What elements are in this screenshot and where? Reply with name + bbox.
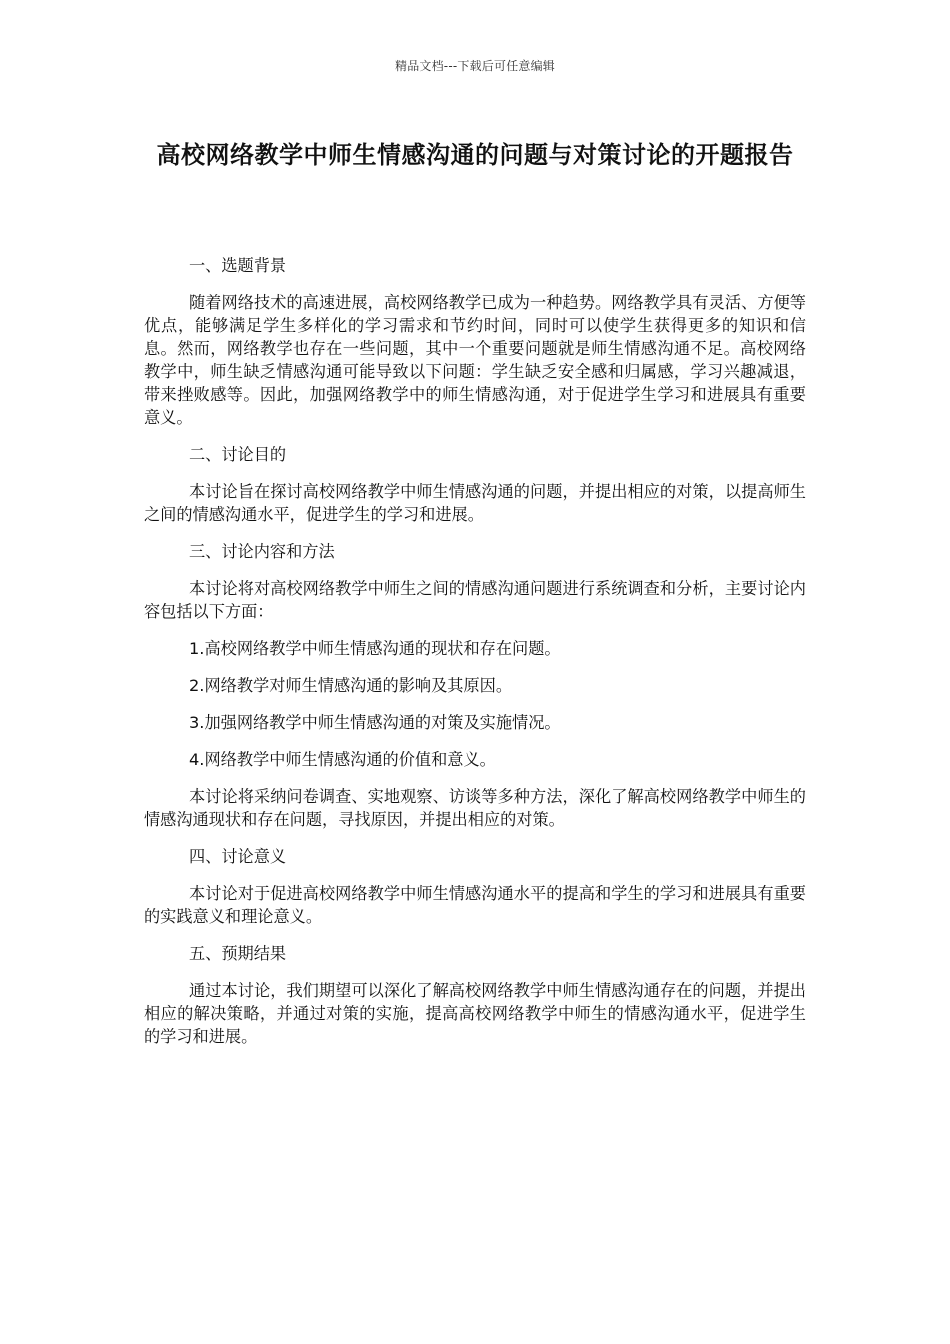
paragraph-content-intro: 本讨论将对高校网络教学中师生之间的情感沟通问题进行系统调查和分析，主要讨论内容包括以下方面： [144,579,806,621]
section-heading-background: 一、选题背景 [189,256,287,275]
document-title: 高校网络教学中师生情感沟通的问题与对策讨论的开题报告 [156,141,794,169]
header-note: 精品文档---下载后可任意编辑 [395,59,555,73]
section-heading-purpose: 二、讨论目的 [189,445,287,464]
section-heading-expected-results: 五、预期结果 [189,944,287,963]
list-item: 4.网络教学中师生情感沟通的价值和意义。 [189,750,496,769]
list-item: 1.高校网络教学中师生情感沟通的现状和存在问题。 [189,639,561,658]
paragraph-significance: 本讨论对于促进高校网络教学中师生情感沟通水平的提高和学生的学习和进展具有重要的实践意义和理论意义。 [144,884,806,926]
paragraph-background: 随着网络技术的高速进展，高校网络教学已成为一种趋势。网络教学具有灵活、方便等优点，能够满足学生多样化的学习需求和节约时间，同时可以使学生获得更多的知识和信息。然而，网络教学也存在一些问题，其中一个重要问题就是师生情感沟通不足。高校网络教学中，师生缺乏情感沟通可能导致以下问题：学生缺乏安全感和归属感，学习兴趣减退，带来挫败感等。因此，加强网络教学中的师生情感沟通，对于促进学生学习和进展具有重要意义。 [144,293,806,427]
paragraph-expected-results: 通过本讨论，我们期望可以深化了解高校网络教学中师生情感沟通存在的问题，并提出相应的解决策略，并通过对策的实施，提高高校网络教学中师生的情感沟通水平，促进学生的学习和进展。 [144,981,806,1046]
section-heading-significance: 四、讨论意义 [189,847,287,866]
list-item: 2.网络教学对师生情感沟通的影响及其原因。 [189,676,513,695]
document-body [144,254,806,1062]
section-heading-content-methods: 三、讨论内容和方法 [189,542,335,561]
list-item: 3.加强网络教学中师生情感沟通的对策及实施情况。 [189,713,561,732]
paragraph-methods: 本讨论将采纳问卷调查、实地观察、访谈等多种方法，深化了解高校网络教学中师生的情感沟通现状和存在问题，寻找原因，并提出相应的对策。 [144,787,806,829]
paragraph-purpose: 本讨论旨在探讨高校网络教学中师生情感沟通的问题，并提出相应的对策，以提高师生之间的情感沟通水平，促进学生的学习和进展。 [144,482,806,524]
